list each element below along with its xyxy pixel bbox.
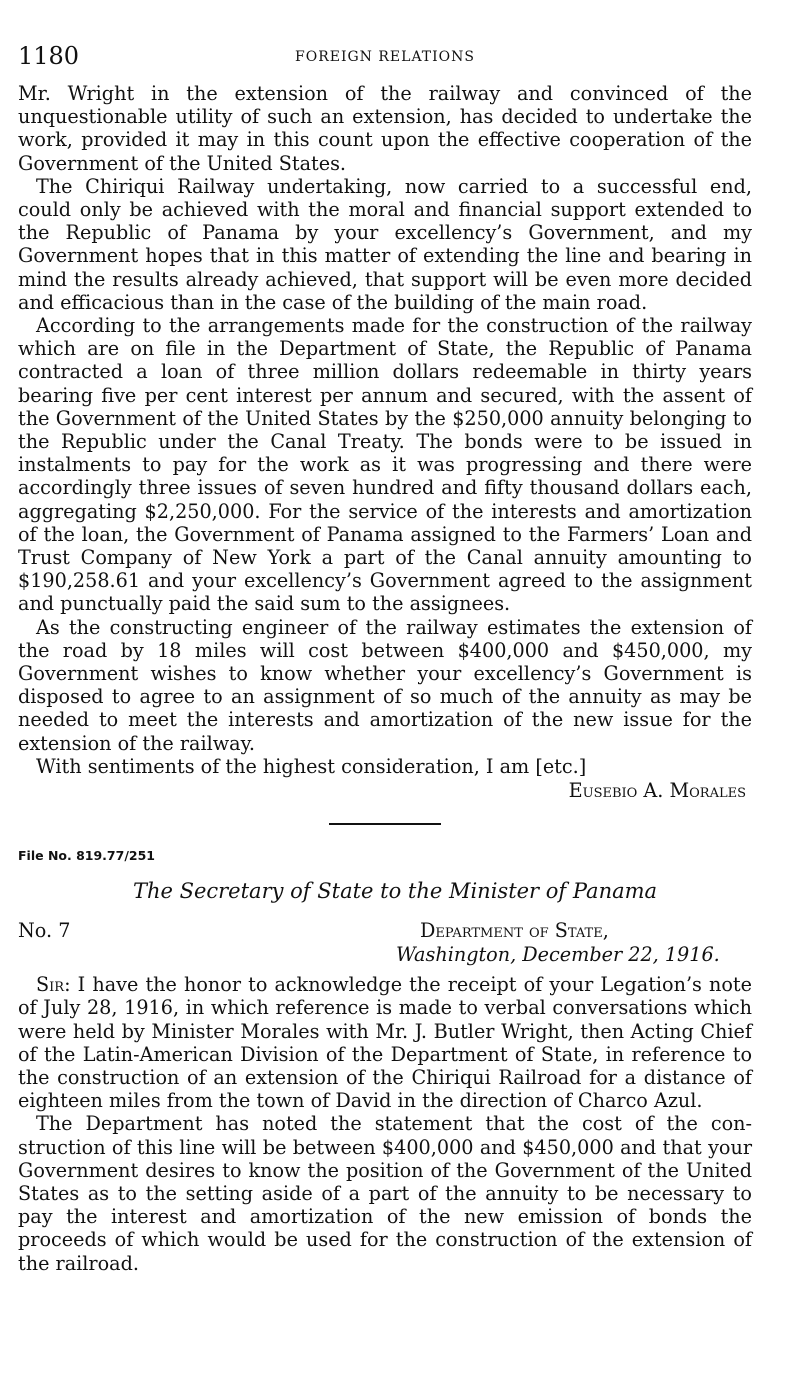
paragraph bbox=[18, 973, 752, 1112]
paragraph-text: : I have the honor to acknowledge the receipt of your Legation’s note of July 28, 1916, in which reference is made to verbal conversations which were held by Minister Morales with Mr. J. Butler Wright, then Acting Chief of the Latin-American Division of the Department of State, in reference to the construction of an extension of the Chiriqui Railroad for a distance of eighteen miles from the town of David in the direction of Charco Azul. bbox=[18, 973, 752, 1113]
closing-line: With sentiments of the highest consideration, I am [etc.] bbox=[36, 754, 587, 778]
paragraph: The Department has noted the statement that the cost of the construction of this line will be between $400,000 and $450,000 and that your Government desires to know the position of the Government of the United States as to the setting aside of a part of the annuity to be necessary to pay the interest and amortization of the new emission of bonds the proceeds of which would be used for the construction of the extension of the railroad. bbox=[18, 1112, 752, 1275]
document-page bbox=[18, 40, 752, 1275]
file-number: File No. 819.77/251 bbox=[18, 848, 155, 864]
letter-morales bbox=[18, 82, 752, 803]
salutation: Sir bbox=[36, 973, 65, 997]
dateline bbox=[18, 919, 752, 971]
paragraph: The Chiriqui Railway undertaking, now carried to a successful end, could only be achieved with the moral and financial support extended to the Republic of Panama by your excellency’s Government, and my Government hopes that in this matter of extending the line and bearing in mind the results already achieved, that support will be even more decided and efficacious than in the case of the building of the main road. bbox=[18, 174, 752, 314]
place-and-date: Washington, December 22, 1916. bbox=[396, 943, 720, 967]
signature: Eusebio A. Morales bbox=[568, 779, 746, 803]
paragraph: As the constructing engineer of the railway estimates the extension of the road by 18 miles will cost between $400,000 and $450,000, my Government wishes to know whether your excellency’s Government is disposed to agree to an assignment of so much of the annuity as may be needed to meet the interests and amortization of the new issue for the extension of the railway. bbox=[18, 615, 752, 755]
paragraph: According to the arrangements made for the construction of the railway which are on file in the Department of State, the Republic of Panama contracted a loan of three million dollars redeemable in thirty years bearing five per cent interest per annum and secured, with the assent of the Government of the United States by the $250,000 annuity belonging to the Republic under the Canal Treaty. The bonds were to be issued in instalments to pay for the work as it was progressing and there were accordingly three issues of seven hundred and fifty thousand dollars each, aggregating $2,250,000. For the service of the interests and amortization of the loan, the Government of Panama assigned to the Farmers’ Loan and Trust Company of New York a part of the Canal annuity amounting to $190,258.61 and your excellency’s Government agreed to the assignment and punctually paid the said sum to the assignees. bbox=[18, 314, 752, 616]
document-number: No. 7 bbox=[18, 919, 71, 943]
paragraph: Mr. Wright in the extension of the railway and convinced of the unquestionable utility of such an extension, has decided to undertake the work, provided it may in this count upon the effective cooperation of the Government of the United States. bbox=[18, 82, 752, 175]
letter-secretary bbox=[18, 973, 752, 1275]
department-name: Department of State, bbox=[420, 919, 609, 943]
running-title: FOREIGN RELATIONS bbox=[295, 49, 475, 65]
document-title: The Secretary of State to the Minister of Panama bbox=[132, 879, 658, 904]
section-divider bbox=[329, 823, 441, 825]
running-head bbox=[18, 40, 752, 82]
page-number: 1180 bbox=[18, 42, 80, 70]
